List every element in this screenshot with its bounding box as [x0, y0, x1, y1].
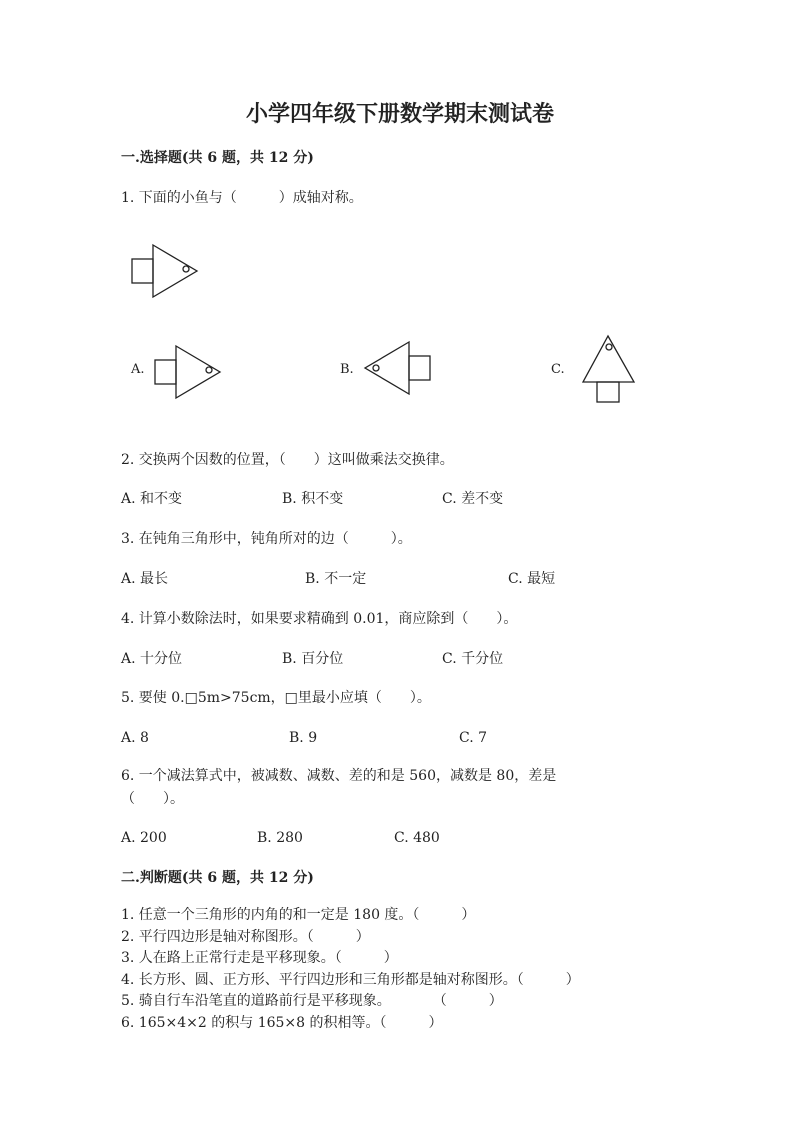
judgement-question-6: 6. 165×4×2 的积与 165×8 的积相等。（ ）	[121, 1015, 443, 1031]
page-title: 小学四年级下册数学期末测试卷	[245, 101, 554, 127]
question-5: 5. 要使 0.□5m>75cm，□里最小应填（ ）。	[121, 690, 431, 706]
q5-option-b: B. 9	[289, 730, 318, 746]
question-6-line-1: 6. 一个减法算式中，被减数、减数、差的和是 560，减数是 80，差是	[121, 768, 557, 784]
q6-option-a: A. 200	[121, 830, 167, 846]
q2-option-c: C. 差不变	[442, 491, 504, 507]
q6-option-c: C. 480	[394, 830, 440, 846]
q2-option-b: B. 积不变	[282, 491, 344, 507]
q3-option-a: A. 最长	[121, 571, 169, 587]
fish-left-icon	[361, 342, 433, 398]
q3-option-b: B. 不一定	[305, 571, 367, 587]
q6-option-b: B. 280	[257, 830, 303, 846]
option-b-label: B.	[340, 362, 354, 377]
fish-right-icon	[131, 245, 201, 301]
judgement-question-3: 3. 人在路上正常行走是平移现象。（ ）	[121, 950, 398, 966]
q5-option-a: A. 8	[121, 730, 149, 746]
fish-right-icon	[154, 346, 224, 402]
q2-option-a: A. 和不变	[121, 491, 183, 507]
option-a-label: A.	[131, 362, 145, 377]
judgement-question-4: 4. 长方形、圆、正方形、平行四边形和三角形都是轴对称图形。（ ）	[121, 972, 580, 988]
question-2: 2. 交换两个因数的位置，（ ）这叫做乘法交换律。	[121, 452, 454, 468]
judgement-question-5: 5. 骑自行车沿笔直的道路前行是平移现象。 （ ）	[121, 993, 503, 1009]
q3-option-c: C. 最短	[508, 571, 556, 587]
q4-option-c: C. 千分位	[442, 651, 504, 667]
judgement-question-1: 1. 任意一个三角形的内角的和一定是 180 度。（ ）	[121, 907, 476, 923]
q4-option-b: B. 百分位	[282, 651, 344, 667]
question-1: 1. 下面的小鱼与（ ）成轴对称。	[121, 190, 363, 206]
question-4: 4. 计算小数除法时，如果要求精确到 0.01，商应除到（ ）。	[121, 611, 518, 627]
question-3: 3. 在钝角三角形中，钝角所对的边（ ）。	[121, 531, 412, 547]
question-6-line-2: （ ）。	[121, 791, 184, 807]
fish-up-icon	[582, 334, 638, 404]
q4-option-a: A. 十分位	[121, 651, 183, 667]
judgement-question-2: 2. 平行四边形是轴对称图形。（ ）	[121, 929, 370, 945]
q5-option-c: C. 7	[459, 730, 488, 746]
option-c-label: C.	[551, 362, 565, 377]
section-heading-choice: 一.选择题(共 6 题，共 12 分)	[121, 150, 314, 166]
section-heading-judgement: 二.判断题(共 6 题，共 12 分)	[121, 870, 314, 886]
